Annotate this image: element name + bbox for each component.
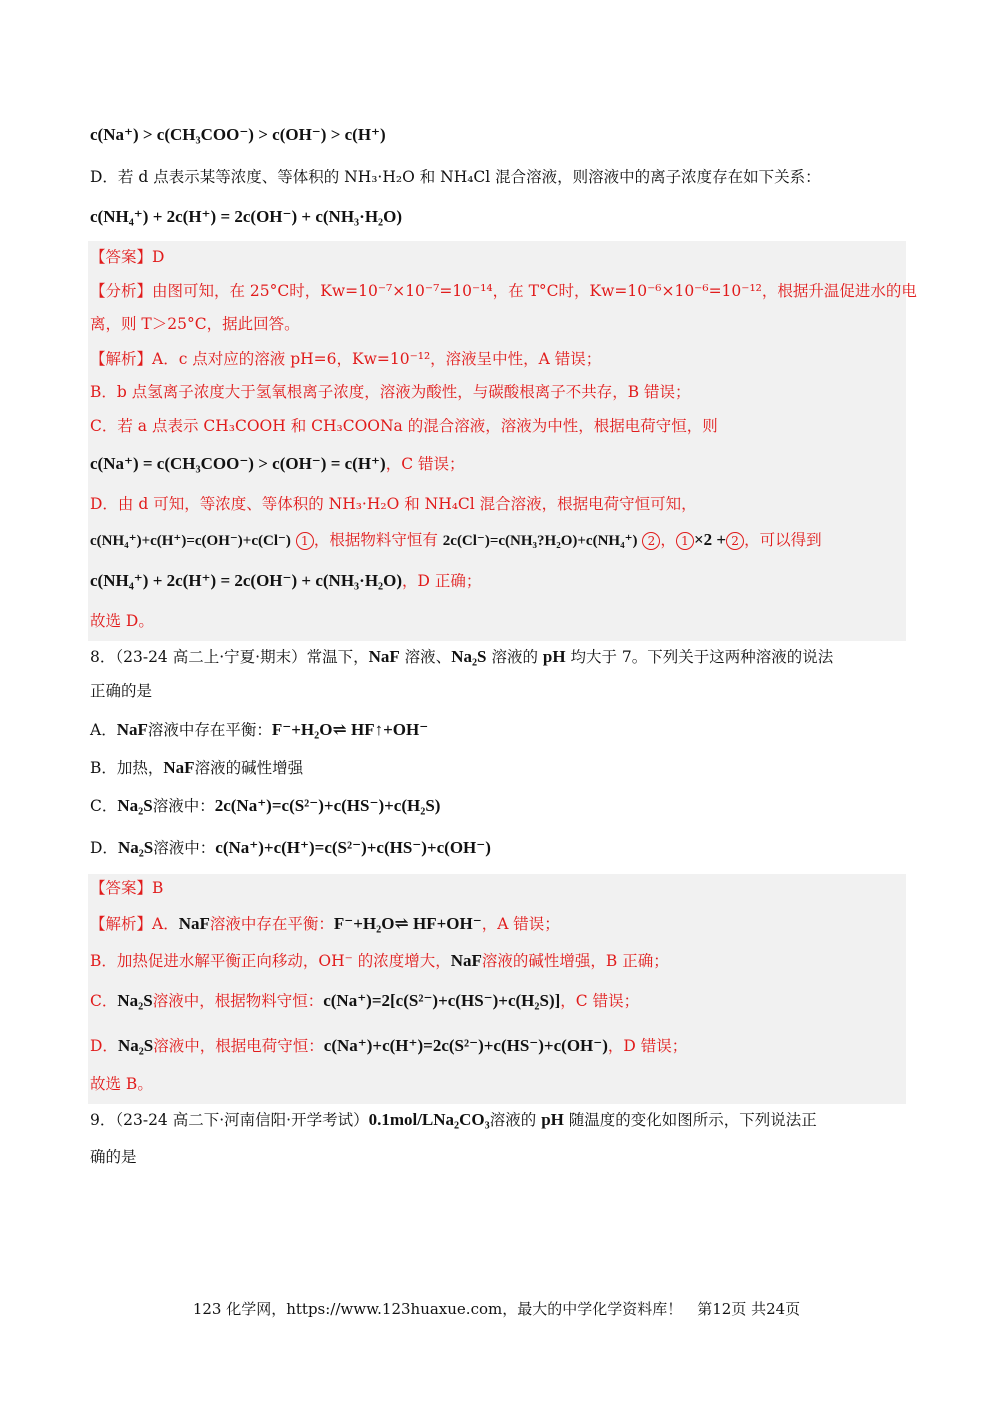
ph-label: pH [541, 1110, 564, 1129]
q7-choose: 故选 D。 [90, 612, 154, 630]
option-label: D． [90, 839, 118, 857]
explain-tail: ，A 错误； [481, 915, 560, 933]
q8-option-a [90, 719, 428, 741]
explain-text: 溶液中存在平衡： [209, 915, 334, 933]
charge-conservation-eq: c(NH₄⁺)+c(H⁺)=c(OH⁻)+c(Cl⁻) [90, 533, 291, 549]
circled-number-2: 2 [642, 532, 660, 550]
q8-option-c [90, 795, 440, 817]
q7-explain-c-eq-line [90, 453, 465, 475]
q7-explain-c-tail: ，C 错误； [385, 455, 465, 473]
option-text: 溶液中： [152, 797, 215, 815]
na2s-formula: Na₂S [117, 1036, 154, 1055]
q8-explain-b [90, 950, 669, 972]
explain-text: B．加热促进水解平衡正向移动，OH⁻ 的浓度增大， [90, 952, 451, 970]
q8-explain-d [90, 1035, 687, 1057]
explain-c-equation: c(Na⁺)=2[c(S²⁻)+c(HS⁻)+c(H₂S)] [323, 991, 561, 1010]
q8-option-b [90, 757, 303, 779]
q7-explain-d-result-line [90, 570, 481, 592]
q8-stem-part: 溶液、 [399, 648, 452, 666]
q9-stem-part: 溶液的 [489, 1111, 542, 1129]
answer-block-q8 [88, 874, 906, 1104]
q9-stem-part: 随温度的变化如图所示，下列说法正 [563, 1111, 817, 1129]
option-label: A． [90, 721, 117, 739]
q7-analysis-line1: 【分析】由图可知，在 25°C时，Kw=10⁻⁷×10⁻⁷=10⁻¹⁴，在 T°C时，Kw=10⁻⁶×10⁻⁶=10⁻¹²，根据升温促进水的电 [90, 282, 917, 300]
circled-number-1: 1 [296, 532, 314, 550]
q7-explain-d-eq-line [90, 529, 822, 552]
q7-explain-d: D．由 d 可知，等浓度、等体积的 NH₃·H₂O 和 NH₄Cl 混合溶液，根据电荷守恒可知， [90, 495, 697, 513]
q7-explain-d-tail: ，D 正确； [402, 572, 482, 590]
q7-explain-d-mid: ，根据物料守恒有 [313, 531, 443, 549]
q9-stem-line2: 确的是 [90, 1148, 137, 1166]
option-d-equation: c(NH₄⁺) + 2c(H⁺) = 2c(OH⁻) + c(NH₃·H₂O) [90, 207, 403, 226]
q7-result-equation: c(NH₄⁺) + 2c(H⁺) = 2c(OH⁻) + c(NH₃·H₂O) [90, 571, 403, 590]
na2s-formula: Na₂S [117, 796, 153, 815]
q7-explain-d-end: ，可以得到 [744, 531, 822, 549]
q7-analysis-line2: 离，则 T＞25°C，据此回答。 [90, 315, 300, 333]
q8-answer: 【答案】B [90, 879, 164, 897]
na2s-formula: Na₂S [451, 647, 487, 666]
q8-stem-part: 均大于 7。下列关于这两种溶液的说法 [565, 648, 834, 666]
comma: ， [660, 531, 676, 549]
q8-stem-part: 8．（23-24 高二上·宁夏·期末）常温下， [90, 648, 369, 666]
naf-formula: NaF [178, 914, 210, 933]
q8-option-d [90, 837, 491, 859]
option-c-equation: 2c(Na⁺)=c(S²⁻)+c(HS⁻)+c(H₂S) [214, 796, 441, 815]
option-text: 溶液的碱性增强 [194, 759, 304, 777]
option-d-text: D．若 d 点表示某等浓度、等体积的 NH₃·H₂O 和 NH₄Cl 混合溶液，则溶液中的离子浓度存在如下关系： [90, 168, 821, 186]
material-conservation-eq: 2c(Cl⁻)=c(NH₃?H₂O)+c(NH₄⁺) [442, 533, 638, 549]
q8-stem-line2: 正确的是 [90, 682, 153, 700]
page-footer: 123 化学网，https://www.123huaxue.com，最大的中学化学资料库！ 第12页 共24页 [192, 1300, 801, 1318]
q7-explain-c-equation: c(Na⁺) = c(CH₃COO⁻) > c(OH⁻) = c(H⁺) [90, 454, 386, 473]
naf-formula: NaF [368, 647, 400, 666]
q9-stem-line1 [90, 1109, 817, 1131]
q8-explain-a [90, 913, 560, 935]
circled-number-1: 1 [676, 532, 694, 550]
ph-label: pH [542, 647, 566, 666]
option-d-equation: c(Na⁺)+c(H⁺)=c(S²⁻)+c(HS⁻)+c(OH⁻) [215, 838, 491, 857]
explain-tail: ，C 错误； [560, 992, 640, 1010]
equation-c-order: c(Na⁺) > c(CH₃COO⁻) > c(OH⁻) > c(H⁺) [90, 125, 386, 144]
explain-tail: ，D 错误； [607, 1037, 688, 1055]
explain-a-equation: F⁻+H₂O⇌ HF+OH⁻ [333, 914, 482, 933]
q7-answer: 【答案】D [90, 248, 165, 266]
na2s-formula: Na₂S [117, 838, 154, 857]
q9-stem-part: 9．（23-24 高二下·河南信阳·开学考试） [90, 1111, 369, 1129]
option-label: C． [90, 797, 118, 815]
q8-explain-c [90, 990, 639, 1012]
option-text: 溶液中存在平衡： [147, 721, 272, 739]
option-text: 溶液中： [153, 839, 216, 857]
times-two: ×2 + [693, 530, 727, 549]
option-label: B．加热， [90, 759, 164, 777]
explain-text: 溶液中，根据物料守恒： [152, 992, 324, 1010]
naf-formula: NaF [163, 758, 195, 777]
q8-stem-line1 [90, 646, 833, 668]
option-a-equation: F⁻+H₂O⇌ HF↑+OH⁻ [271, 720, 429, 739]
explain-d-equation: c(Na⁺)+c(H⁺)=2c(S²⁻)+c(HS⁻)+c(OH⁻) [323, 1036, 608, 1055]
q7-explain-a: 【解析】A．c 点对应的溶液 pH=6，Kw=10⁻¹²，溶液呈中性，A 错误； [90, 350, 602, 368]
explain-tail: 溶液的碱性增强，B 正确； [481, 952, 669, 970]
circled-number-2: 2 [726, 532, 744, 550]
q8-choose: 故选 B。 [90, 1075, 153, 1093]
na2s-formula: Na₂S [117, 991, 153, 1010]
q7-explain-c: C．若 a 点表示 CH₃COOH 和 CH₃COONa 的混合溶液，溶液为中性，根据电荷守恒，则 [90, 417, 718, 435]
naf-formula: NaF [450, 951, 482, 970]
explain-label: C． [90, 992, 118, 1010]
q7-explain-b: B．b 点氢离子浓度大于氢氧根离子浓度，溶液为酸性，与碳酸根离子不共存，B 错误； [90, 383, 691, 401]
explain-label: D． [90, 1037, 118, 1055]
explain-label: 【解析】A． [90, 915, 179, 933]
na2co3-concentration: 0.1mol/LNa₂CO₃ [368, 1110, 490, 1129]
q8-stem-part: 溶液的 [486, 648, 543, 666]
explain-text: 溶液中，根据电荷守恒： [153, 1037, 324, 1055]
naf-formula: NaF [116, 720, 148, 739]
